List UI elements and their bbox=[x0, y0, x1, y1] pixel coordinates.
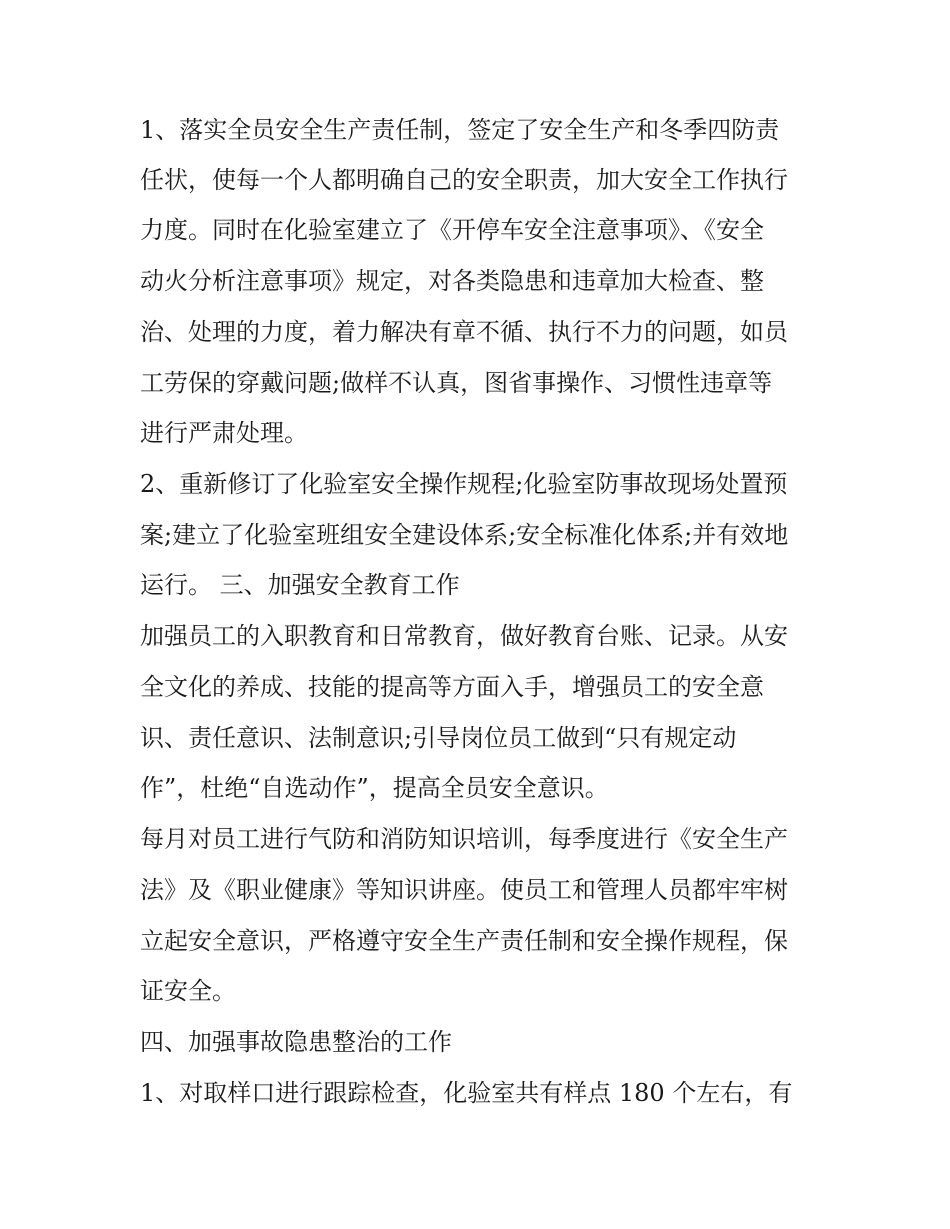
text-line: 工劳保的穿戴问题;做样不认真，图省事操作、习惯性违章等 bbox=[140, 369, 773, 397]
text-line: 立起安全意识，严格遵守安全生产责任制和安全操作规程，保 bbox=[140, 927, 788, 955]
text-line: 每月对员工进行气防和消防知识培训，每季度进行《安全生产 bbox=[140, 825, 788, 853]
section-heading: 运行。 三、加强安全教育工作 bbox=[140, 571, 460, 599]
text-line: 动火分析注意事项》规定，对各类隐患和违章加大检查、整 bbox=[140, 267, 764, 295]
text-line: 任状，使每一个人都明确自己的安全职责，加大安全工作执行 bbox=[140, 166, 788, 194]
section-heading: 四、加强事故隐患整治的工作 bbox=[140, 1028, 452, 1056]
text-line: 2、重新修订了化验室安全操作规程;化验室防事故现场处置预 bbox=[140, 470, 788, 498]
text-line: 全文化的养成、技能的提高等方面入手，增强员工的安全意 bbox=[140, 673, 764, 701]
text-line: 治、处理的力度，着力解决有章不循、执行不力的问题，如员 bbox=[140, 318, 788, 346]
text-line: 法》及《职业健康》等知识讲座。使员工和管理人员都牢牢树 bbox=[140, 876, 788, 904]
text-line: 识、责任意识、法制意识;引导岗位员工做到“只有规定动 bbox=[140, 724, 737, 752]
text-line: 作”，杜绝“自选动作”，提高全员安全意识。 bbox=[140, 774, 609, 802]
text-line: 1、落实全员安全生产责任制，签定了安全生产和冬季四防责 bbox=[140, 116, 780, 144]
text-line: 证安全。 bbox=[140, 977, 236, 1005]
text-line: 1、对取样口进行跟踪检查，化验室共有样点 180 个左右，有 bbox=[140, 1079, 793, 1107]
text-line: 力度。同时在化验室建立了《开停车安全注意事项》、《安全 bbox=[140, 216, 764, 244]
text-line: 加强员工的入职教育和日常教育，做好教育台账、记录。从安 bbox=[140, 622, 788, 650]
text-line: 案;建立了化验室班组安全建设体系;安全标准化体系;并有效地 bbox=[140, 521, 789, 549]
text-line: 进行严肃处理。 bbox=[140, 419, 308, 447]
